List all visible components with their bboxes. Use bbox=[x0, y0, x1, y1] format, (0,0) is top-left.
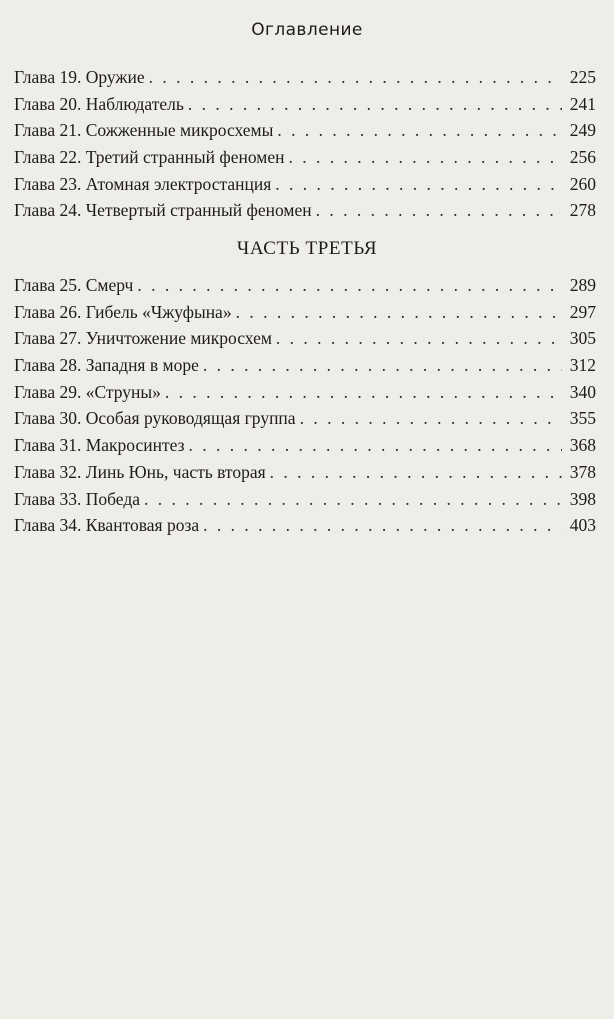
toc-entry bbox=[14, 379, 596, 406]
toc-entry bbox=[14, 405, 596, 432]
chapter-title: Глава 24. Четвертый странный феномен bbox=[14, 200, 312, 221]
toc-entry bbox=[14, 512, 596, 539]
page-number: 249 bbox=[569, 120, 596, 141]
chapter-title: Глава 31. Макросинтез bbox=[14, 435, 185, 456]
dot-leader bbox=[203, 352, 562, 379]
page-number: 312 bbox=[569, 355, 596, 376]
page-number: 297 bbox=[569, 301, 596, 322]
toc-entry bbox=[14, 459, 596, 486]
page-number: 278 bbox=[569, 200, 596, 221]
toc-entry bbox=[14, 64, 596, 91]
toc-entry bbox=[14, 197, 596, 224]
chapter-title: Глава 20. Наблюдатель bbox=[14, 93, 184, 114]
page-number: 256 bbox=[569, 147, 596, 168]
page-number: 289 bbox=[569, 275, 596, 295]
chapter-title: Глава 30. Особая руководящая группа bbox=[14, 408, 296, 429]
dot-leader bbox=[144, 486, 562, 513]
page-number: 378 bbox=[569, 461, 596, 482]
chapter-title: Глава 33. Победа bbox=[14, 488, 140, 509]
chapter-title: Глава 23. Атомная электростанция bbox=[14, 173, 272, 194]
chapter-title: Глава 34. Квантовая роза bbox=[14, 515, 200, 536]
page-number: 260 bbox=[569, 173, 596, 194]
chapter-title: Глава 19. Оружие bbox=[14, 67, 145, 87]
dot-leader bbox=[149, 64, 562, 91]
page-number: 355 bbox=[569, 408, 596, 429]
dot-leader bbox=[300, 405, 562, 432]
chapter-title: Глава 32. Линь Юнь, часть вторая bbox=[14, 461, 266, 482]
chapter-title: Глава 27. Уничтожение микросхем bbox=[14, 328, 272, 349]
toc-entry bbox=[14, 432, 596, 459]
dot-leader bbox=[189, 432, 562, 459]
toc-entry bbox=[14, 91, 596, 118]
dot-leader bbox=[165, 379, 562, 406]
toc-entry bbox=[14, 299, 596, 326]
chapter-title: Глава 21. Сожженные микросхемы bbox=[14, 120, 274, 141]
page-number: 305 bbox=[569, 328, 596, 349]
toc-entry bbox=[14, 171, 596, 198]
dot-leader bbox=[203, 512, 562, 539]
dot-leader bbox=[137, 272, 562, 299]
toc-entry bbox=[14, 352, 596, 379]
page-number: 368 bbox=[569, 435, 596, 456]
dot-leader bbox=[188, 91, 562, 118]
toc-list-part-two bbox=[14, 64, 596, 224]
dot-leader bbox=[270, 459, 562, 486]
chapter-title: Глава 25. Смерч bbox=[14, 275, 134, 295]
toc-list-part-three bbox=[14, 272, 596, 539]
chapter-title: Глава 28. Западня в море bbox=[14, 355, 199, 376]
chapter-title: Глава 29. «Струны» bbox=[14, 381, 161, 402]
page-number: 398 bbox=[569, 488, 596, 509]
page-number: 241 bbox=[569, 93, 596, 114]
dot-leader bbox=[289, 144, 563, 171]
chapter-title: Глава 22. Третий странный феномен bbox=[14, 147, 285, 168]
toc-entry bbox=[14, 325, 596, 352]
dot-leader bbox=[276, 325, 562, 352]
part-heading: ЧАСТЬ ТРЕТЬЯ bbox=[236, 238, 378, 259]
toc-entry bbox=[14, 117, 596, 144]
dot-leader bbox=[236, 299, 562, 326]
chapter-title: Глава 26. Гибель «Чжуфына» bbox=[14, 301, 232, 322]
dot-leader bbox=[316, 197, 562, 224]
page-number: 225 bbox=[569, 67, 596, 87]
dot-leader bbox=[275, 171, 562, 198]
toc-entry bbox=[14, 272, 596, 299]
toc-entry bbox=[14, 486, 596, 513]
page-title: Оглавление bbox=[251, 20, 363, 40]
page-number: 340 bbox=[569, 381, 596, 402]
page-number: 403 bbox=[569, 515, 596, 536]
dot-leader bbox=[277, 117, 562, 144]
toc-entry bbox=[14, 144, 596, 171]
